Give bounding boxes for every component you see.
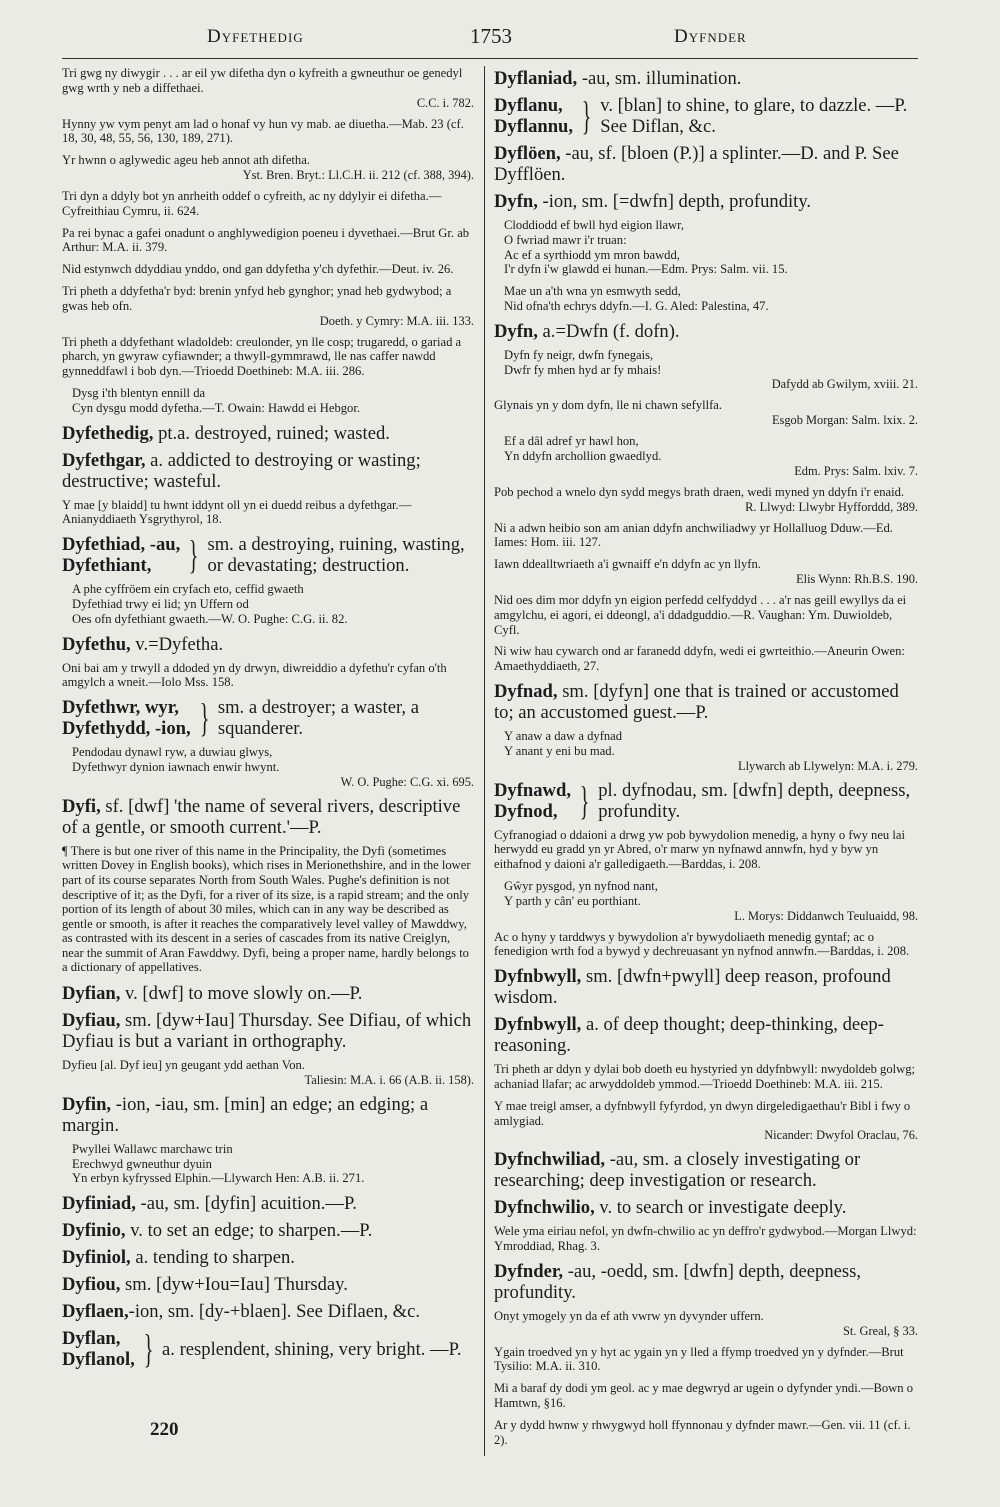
headword: Dyflan, xyxy=(62,1328,121,1350)
headword: Dyfn, xyxy=(494,320,538,342)
definition: pt.a. destroyed, ruined; wasted. xyxy=(153,422,390,444)
citation: Taliesin: M.A. i. 66 (A.B. ii. 158). xyxy=(304,1072,474,1087)
entry xyxy=(494,191,918,212)
citation: W. O. Pughe: C.G. xi. 695. xyxy=(340,774,474,789)
quotation xyxy=(62,189,474,219)
headword: Dyfn, xyxy=(494,191,538,212)
definition: v. to set an edge; to sharpen.—P. xyxy=(125,1220,373,1242)
quotation-line: Pendodau dynawl ryw, a duwiau glwys, xyxy=(72,745,273,760)
quotation-line: Tri pheth a ddyfethant wladoldeb: creulonder, yn lle cosp; trugaredd, o gariad a pharch, yn gwyraw cyfiawnder; a thwyll-gymmrawd, lle nas caffer nawdd gynneddfawl i bob dyn.—Trioedd Doethineb: M.A. iii. 286. xyxy=(62,334,462,379)
headword: Dyflaniad, xyxy=(494,68,578,89)
quotation-line: Mae un a'th wna yn esmwyth sedd, xyxy=(504,284,681,299)
definition: -au, sm. [dyfin] acuition.—P. xyxy=(135,1193,357,1215)
quotation-line: Gŵyr pysgod, yn nyfnod nant, xyxy=(504,878,658,893)
quotation-line: Yn erbyn kyfryssed Elphin.—Llywarch Hen: A.B. ii. 271. xyxy=(72,1171,365,1186)
quotation xyxy=(62,284,474,328)
headword: Dyfethiant, xyxy=(62,555,152,577)
quotation-line: Nid estynwch ddyddiau ynddo, ond gan ddyfetha y'ch dyfethir.—Deut. iv. 26. xyxy=(62,262,454,277)
quotation-line: Glynais yn y dom dyfn, lle ni chawn sefyllfa. xyxy=(494,398,723,413)
citation: L. Morys: Diddanwch Teuluaidd, 98. xyxy=(734,908,918,923)
quotation-line: Ef a dâl adref yr hawl hon, xyxy=(504,434,639,449)
paired-entry xyxy=(494,777,918,823)
quotation-line: O fwriad mawr i'r truan: xyxy=(504,232,627,247)
quotation-line: Y anant y eni bu mad. xyxy=(504,743,615,758)
quotation xyxy=(494,1418,918,1448)
entry xyxy=(62,1220,474,1241)
quotation xyxy=(62,1142,474,1186)
definition: a.=Dwfn (f. dofn). xyxy=(537,320,680,342)
quotation-line: Tri dyn a ddyly bot yn anrheith oddef o cyfreith, ac ny ddylyir ei difetha.—Cyfreithiau Cymru, ii. 624. xyxy=(62,188,442,218)
definition: sm. [dwfn+pwyll] deep reason, profound wisdom. xyxy=(494,966,891,1009)
quotation xyxy=(494,1099,918,1143)
entry xyxy=(62,1193,474,1214)
left-column xyxy=(62,66,474,1376)
citation: Dafydd ab Gwilym, xviii. 21. xyxy=(771,377,918,392)
quotation-line: I'r dyfn i'w glawdd ei hunan.—Edm. Prys: Salm. vii. 15. xyxy=(504,262,788,277)
quotation xyxy=(494,398,918,427)
quotation xyxy=(494,828,918,872)
quotation-line: Y mae [y blaidd] tu hwnt iddynt oll yn ei duedd reibus a dyfethgar.—Anianyddiaeth Ysgrythyrol, 18. xyxy=(62,497,412,527)
headword: Dyfin, xyxy=(62,1093,112,1115)
definition: -au, sm. illumination. xyxy=(577,68,742,89)
headword: Dyflanol, xyxy=(62,1349,135,1371)
definition: a. tending to sharpen. xyxy=(130,1247,295,1269)
paired-entry xyxy=(62,697,474,739)
quotation xyxy=(494,930,918,960)
headword-pair xyxy=(62,697,191,739)
quotation-line: Pa rei bynac a gafei onadunt o anghlywedigion poeneu i dyvethaei.—Brut Gr. ab Arthur: M.A. ii. 379. xyxy=(62,225,470,255)
paired-entry xyxy=(494,95,918,137)
definition: v.=Dyfetha. xyxy=(130,633,224,655)
definition: sm. [dyfyn] one that is trained or accustomed to; an accustomed guest.—P. xyxy=(494,680,899,723)
citation: Elis Wynn: Rh.B.S. 190. xyxy=(796,571,918,586)
entry xyxy=(494,1149,918,1191)
definition: sm. a destroyer; a waster, a squanderer. xyxy=(217,697,419,740)
quotation xyxy=(494,284,918,314)
quotation xyxy=(62,498,474,528)
quotation xyxy=(494,348,918,392)
running-header xyxy=(62,20,918,54)
quotation-line: Dysg i'th blentyn ennill da xyxy=(72,385,206,400)
headword: Dyflannu, xyxy=(494,116,574,137)
quotation-line: Erechwyd gwneuthur dyuin xyxy=(72,1156,212,1171)
entry xyxy=(62,1301,474,1322)
definition: -ion, -iau, sm. [min] an edge; an edging; a margin. xyxy=(62,1093,429,1136)
quotation-line: Dyfn fy neigr, dwfn fynegais, xyxy=(504,347,654,362)
quotation-line: Hynny yw vym penyt am lad o honaf vy hun vy mab. ae diuetha.—Mab. 23 (cf. 18, 30, 48, 55, 56, 130, 189, 271). xyxy=(62,116,464,146)
quotation-line: Ac ef a syrthiodd ym mron bawdd, xyxy=(504,247,680,262)
quotation-line: Y parth y cân' eu porthiant. xyxy=(504,893,641,908)
column-divider xyxy=(484,66,485,1456)
entry xyxy=(62,1010,474,1052)
quotation-line: Yn ddyfn archollion gwaedlyd. xyxy=(504,448,662,463)
citation: Doeth. y Cymry: M.A. iii. 133. xyxy=(319,313,474,328)
entry xyxy=(494,143,918,185)
quotation xyxy=(62,153,474,182)
quotation xyxy=(494,593,918,637)
headword: Dyfethedig, xyxy=(62,422,154,444)
headword: Dyfian, xyxy=(62,983,121,1005)
quotation xyxy=(62,386,474,416)
quotation xyxy=(62,582,474,626)
definition: -au, sm. a closely investigating or researching; deep investigation or research. xyxy=(494,1149,861,1192)
brace: } xyxy=(143,1326,154,1372)
quotation xyxy=(62,1058,474,1087)
quotation xyxy=(494,485,918,514)
quotation-line: Dyfethiad trwy ei lid; yn Uffern od xyxy=(72,596,249,611)
headword-pair xyxy=(62,1328,135,1370)
quotation xyxy=(494,521,918,551)
quotation xyxy=(494,1381,918,1411)
entry xyxy=(494,1261,918,1303)
definition: sm. a destroying, ruining, wasting, or devastating; destruction. xyxy=(207,534,465,577)
headword: Dyflanu, xyxy=(494,95,563,116)
brace: } xyxy=(581,93,592,138)
headword: Dyfnawd, xyxy=(494,779,571,801)
definition: v. to search or investigate deeply. xyxy=(594,1197,847,1219)
paired-entry xyxy=(62,1328,474,1370)
headword: Dyfiou, xyxy=(62,1274,121,1296)
brace: } xyxy=(199,695,210,741)
citation: R. Llwyd: Llwybr Hyfforddd, 389. xyxy=(745,499,918,514)
quotation-line: Oni bai am y trwyll a ddoded yn dy drwyn, diwreiddio a dyfethu'r cyfan o'th amgylch a wneit.—Iolo Mss. 158. xyxy=(62,660,447,690)
quotation-line: Pwyllei Wallawc marchawc trin xyxy=(72,1141,233,1156)
quotation-line: Dyfethwyr dynion iawnach enwir hwynt. xyxy=(72,759,280,774)
header-last-word: Dyfnder xyxy=(674,26,747,47)
headword: Dyfethgar, xyxy=(62,449,146,471)
definition: -ion, sm. [dy-+blaen]. See Diflaen, &c. xyxy=(128,1301,420,1323)
quotation-line: Ar y dydd hwnw y rhwygwyd holl ffynnonau y dyfnder mawr.—Gen. vii. 11 (cf. i. 2). xyxy=(494,1417,911,1447)
brace: } xyxy=(189,532,199,578)
quotation-line: Y mae treigl amser, a dyfnbwyll fyfyrdod, yn dwyn dirgeledigaethau'r Bibl i fwy o amlygiad. xyxy=(494,1098,911,1128)
quotation xyxy=(494,434,918,478)
quotation-line: Oes ofn dyfethiant gwaeth.—W. O. Pughe: C.G. ii. 82. xyxy=(72,611,348,626)
brace: } xyxy=(579,777,590,823)
quotation xyxy=(62,66,474,110)
definition: -ion, sm. [=dwfn] depth, profundity. xyxy=(537,191,812,212)
entry xyxy=(62,423,474,444)
definition: v. [dwf] to move slowly on.—P. xyxy=(120,983,363,1005)
entry xyxy=(62,1274,474,1295)
quotation xyxy=(494,729,918,773)
usage-note: ¶ There is but one river of this name in the Principality, the Dyfi (sometimes written Dovey in English books), which rises in Merionethshire, and in the lower part of its course separates North from South Wales. Pughe's definition is not descriptive of it; as the Dyfi, for a river of its size, is a rapid stream; and the only portion of its length of about 30 miles, which can in any way be described as gentle or smooth, is after it reaches the comparatively level valley of Mawddwy, as contrasted with its descent in a series of cascades from its native Creiglyn, near the summit of Aran Fawddwy. Dyfi, being a proper name, hardly belongs to a dictionary of appellatives. xyxy=(62,843,471,975)
citation: St. Greal, § 33. xyxy=(842,1323,918,1338)
quotation-line: A phe cyffröem ein cryfach eto, ceffid gwaeth xyxy=(72,582,304,597)
definition: pl. dyfnodau, sm. [dwfn] depth, deepness, profundity. xyxy=(598,779,911,822)
headword: Dyfiniad, xyxy=(62,1193,136,1215)
entry xyxy=(494,681,918,723)
headword: Dyfnchwilio, xyxy=(494,1197,595,1219)
entry xyxy=(62,1094,474,1136)
citation: Esgob Morgan: Salm. lxix. 2. xyxy=(771,413,918,428)
headword-pair xyxy=(494,780,571,822)
entry xyxy=(62,1247,474,1268)
quotation-line: Nid oes dim mor ddyfn yn eigion perfedd celfyddyd . . . a'r nas geill ewyllys da ei amgylchu, ei agori, ei ddeongl, a'i ddadguddio.—R. Vaughan: Ym. Duwioldeb, Cyfl. xyxy=(494,592,907,637)
quotation-line: Ni wiw hau cywarch ond ar faranedd ddyfn, wedi ei gwrteithio.—Aneurin Owen: Amaethyddiaeth, 27. xyxy=(494,644,905,674)
definition: v. [blan] to shine, to glare, to dazzle. —P. See Diflan, &c. xyxy=(600,95,908,137)
citation: Llywarch ab Llywelyn: M.A. i. 279. xyxy=(738,758,918,773)
paired-entry xyxy=(62,534,474,576)
headword: Dyfi, xyxy=(62,795,101,817)
quotation-line: Y anaw a daw a dyfnad xyxy=(504,728,623,743)
quotation-line: Dwfr fy mhen hyd ar fy mhais! xyxy=(504,362,662,377)
headword: Dyfiniol, xyxy=(62,1247,131,1269)
entry xyxy=(62,983,474,1004)
quotation-line: Pob pechod a wnelo dyn sydd megys brath draen, wedi myned yn ddyfn i'r enaid. xyxy=(494,484,905,499)
quotation-line: Onyt ymogely yn da ef ath vwrw yn dyvynder uffern. xyxy=(494,1308,764,1323)
quotation xyxy=(62,335,474,379)
quotation-line: Mi a baraf dy dodi ym geol. ac y mae degwryd ar ugein o dyfynder yndi.—Bown o Hamtwn, §16. xyxy=(494,1381,913,1411)
headword: Dyfethiad, -au, xyxy=(62,534,181,556)
headword-pair xyxy=(494,95,573,137)
headword: Dyfnder, xyxy=(494,1260,564,1282)
quotation-line: Cyn dysgu modd dyfetha.—T. Owain: Hawdd ei Hebgor. xyxy=(72,400,360,415)
definition: -au, sf. [bloen (P.)] a splinter.—D. and P. See Dyfflöen. xyxy=(494,143,899,185)
quotation-line: Nid ofna'th echrys ddyfn.—I. G. Aled: Palestina, 47. xyxy=(504,298,769,313)
quotation xyxy=(494,1224,918,1254)
quotation xyxy=(62,262,474,277)
definition: sf. [dwf] 'the name of several rivers, descriptive of a gentle, or smooth current.'—P. xyxy=(62,795,461,838)
headword: Dyfethwr, wyr, xyxy=(62,697,179,719)
citation: Nicander: Dwyfol Oraclau, 76. xyxy=(764,1128,918,1143)
citation: Yst. Bren. Bryt.: Ll.C.H. ii. 212 (cf. 388, 394). xyxy=(242,167,474,182)
quotation-line: Ygain troedved yn y hyt ac ygain yn y lled a ffymp troedved yn y dyfnder.—Brut Tysilio: M.A. ii. 310. xyxy=(494,1344,904,1374)
headword: Dyfethydd, -ion, xyxy=(62,718,191,740)
quotation-line: Ni a adwn heibio son am anian ddyfn anchwiliadwy yr Hollalluog Dduw.—Ed. Iames: Hom. iii. 127. xyxy=(494,520,893,550)
definition: a. addicted to destroying or wasting; destructive; wasteful. xyxy=(62,449,421,492)
quotation-line: Tri pheth ar ddyn y dylai bob doeth eu hystyried yn ddyfnbwyll: nwydoldeb golwg; achaniad llafar; ac arwyddoldeb ymmod.—Trioedd Doethineb: M.A. iii. 215. xyxy=(494,1062,916,1091)
quotation-line: Wele yma eiriau nefol, yn dwfn-chwilio ac yn deffro'r gydwybod.—Morgan Llwyd: Ymroddiad, Rhag. 3. xyxy=(494,1224,917,1254)
quotation-line: Iawn ddealltwriaeth a'i gwnaiff e'n ddyfn ac yn llyfn. xyxy=(494,557,761,572)
headword: Dyfinio, xyxy=(62,1220,126,1242)
quotation xyxy=(494,1062,918,1092)
quotation xyxy=(62,117,474,147)
header-rule xyxy=(62,58,918,59)
header-page-number: 1753 xyxy=(470,24,512,48)
quotation xyxy=(494,644,918,674)
headword: Dyfnchwiliad, xyxy=(494,1149,606,1171)
definition: sm. [dyw+Iou=Iau] Thursday. xyxy=(120,1274,348,1296)
quotation xyxy=(494,879,918,923)
headword: Dyflöen, xyxy=(494,143,561,164)
headword: Dyfnbwyll, xyxy=(494,1014,582,1036)
entry xyxy=(494,1014,918,1056)
headword: Dyflaen, xyxy=(62,1301,129,1323)
citation: Edm. Prys: Salm. lxiv. 7. xyxy=(794,463,918,478)
definition: a. resplendent, shining, very bright. —P. xyxy=(162,1338,462,1360)
quotation-line: Tri gwg ny diwygir . . . ar eil yw difetha dyn o kyfreith a gwneuthur oe genedyl gwg wrth y neb a diffethaei. xyxy=(62,66,463,95)
quotation xyxy=(494,1345,918,1375)
quotation-line: Tri pheth a ddyfetha'r byd: brenin ynfyd heb gynghor; ynad heb gydwybod; a gwas heb ofn. xyxy=(62,283,452,313)
headword: Dyfnbwyll, xyxy=(494,966,582,988)
definition: sm. [dyw+Iau] Thursday. See Difiau, of which Dyfiau is but a variant in orthography. xyxy=(62,1010,472,1053)
citation: C.C. i. 782. xyxy=(416,95,474,110)
definition: -au, -oedd, sm. [dwfn] depth, deepness, profundity. xyxy=(494,1260,861,1303)
entry xyxy=(62,634,474,655)
quotation xyxy=(62,226,474,256)
headword: Dyfethu, xyxy=(62,633,131,655)
quotation xyxy=(62,745,474,789)
definition: a. of deep thought; deep-thinking, deep-reasoning. xyxy=(494,1014,884,1057)
quotation-line: Dyfieu [al. Dyf ieu] yn geugant ydd aethan Von. xyxy=(62,1058,305,1073)
entry xyxy=(494,68,918,89)
quotation xyxy=(494,218,918,277)
quotation-line: Cloddiodd ef bwll hyd eigion llawr, xyxy=(504,218,684,232)
quotation-line: Ac o hyny y tarddwys y bywydolion a'r bywydoliaeth menedig gyntaf; ac o fenedigion wrth fod a bywyd y dechreuasant yn nyfnod annwfn.—Barddas, i. 208. xyxy=(494,929,910,959)
entry xyxy=(494,966,918,1008)
headword: Dyfnod, xyxy=(494,800,558,822)
headword: Dyfnad, xyxy=(494,680,558,702)
quotation xyxy=(62,661,474,691)
quotation xyxy=(494,557,918,586)
entry xyxy=(62,450,474,492)
folio-number: 220 xyxy=(150,1419,179,1440)
entry xyxy=(62,796,474,838)
entry xyxy=(494,321,918,342)
right-column xyxy=(494,66,918,1454)
headword-pair xyxy=(62,534,180,576)
quotation-line: Yr hwnn o aglywedic ageu heb annot ath difetha. xyxy=(62,153,310,168)
headword: Dyfiau, xyxy=(62,1010,121,1032)
quotation-line: Cyfranogiad o ddaioni a drwg yw pob bywydolion menedig, a hyny o fwy neu lai herwydd eu gradd yn yr Abred, o'r marw yn nyfnawd annwfn, hyd y byw yn eithafnod y daioni a'r galledigaeth.—Barddas, i. 208. xyxy=(494,827,905,872)
entry xyxy=(494,1197,918,1218)
quotation xyxy=(494,1309,918,1338)
header-first-word: Dyfethedig xyxy=(207,26,304,47)
